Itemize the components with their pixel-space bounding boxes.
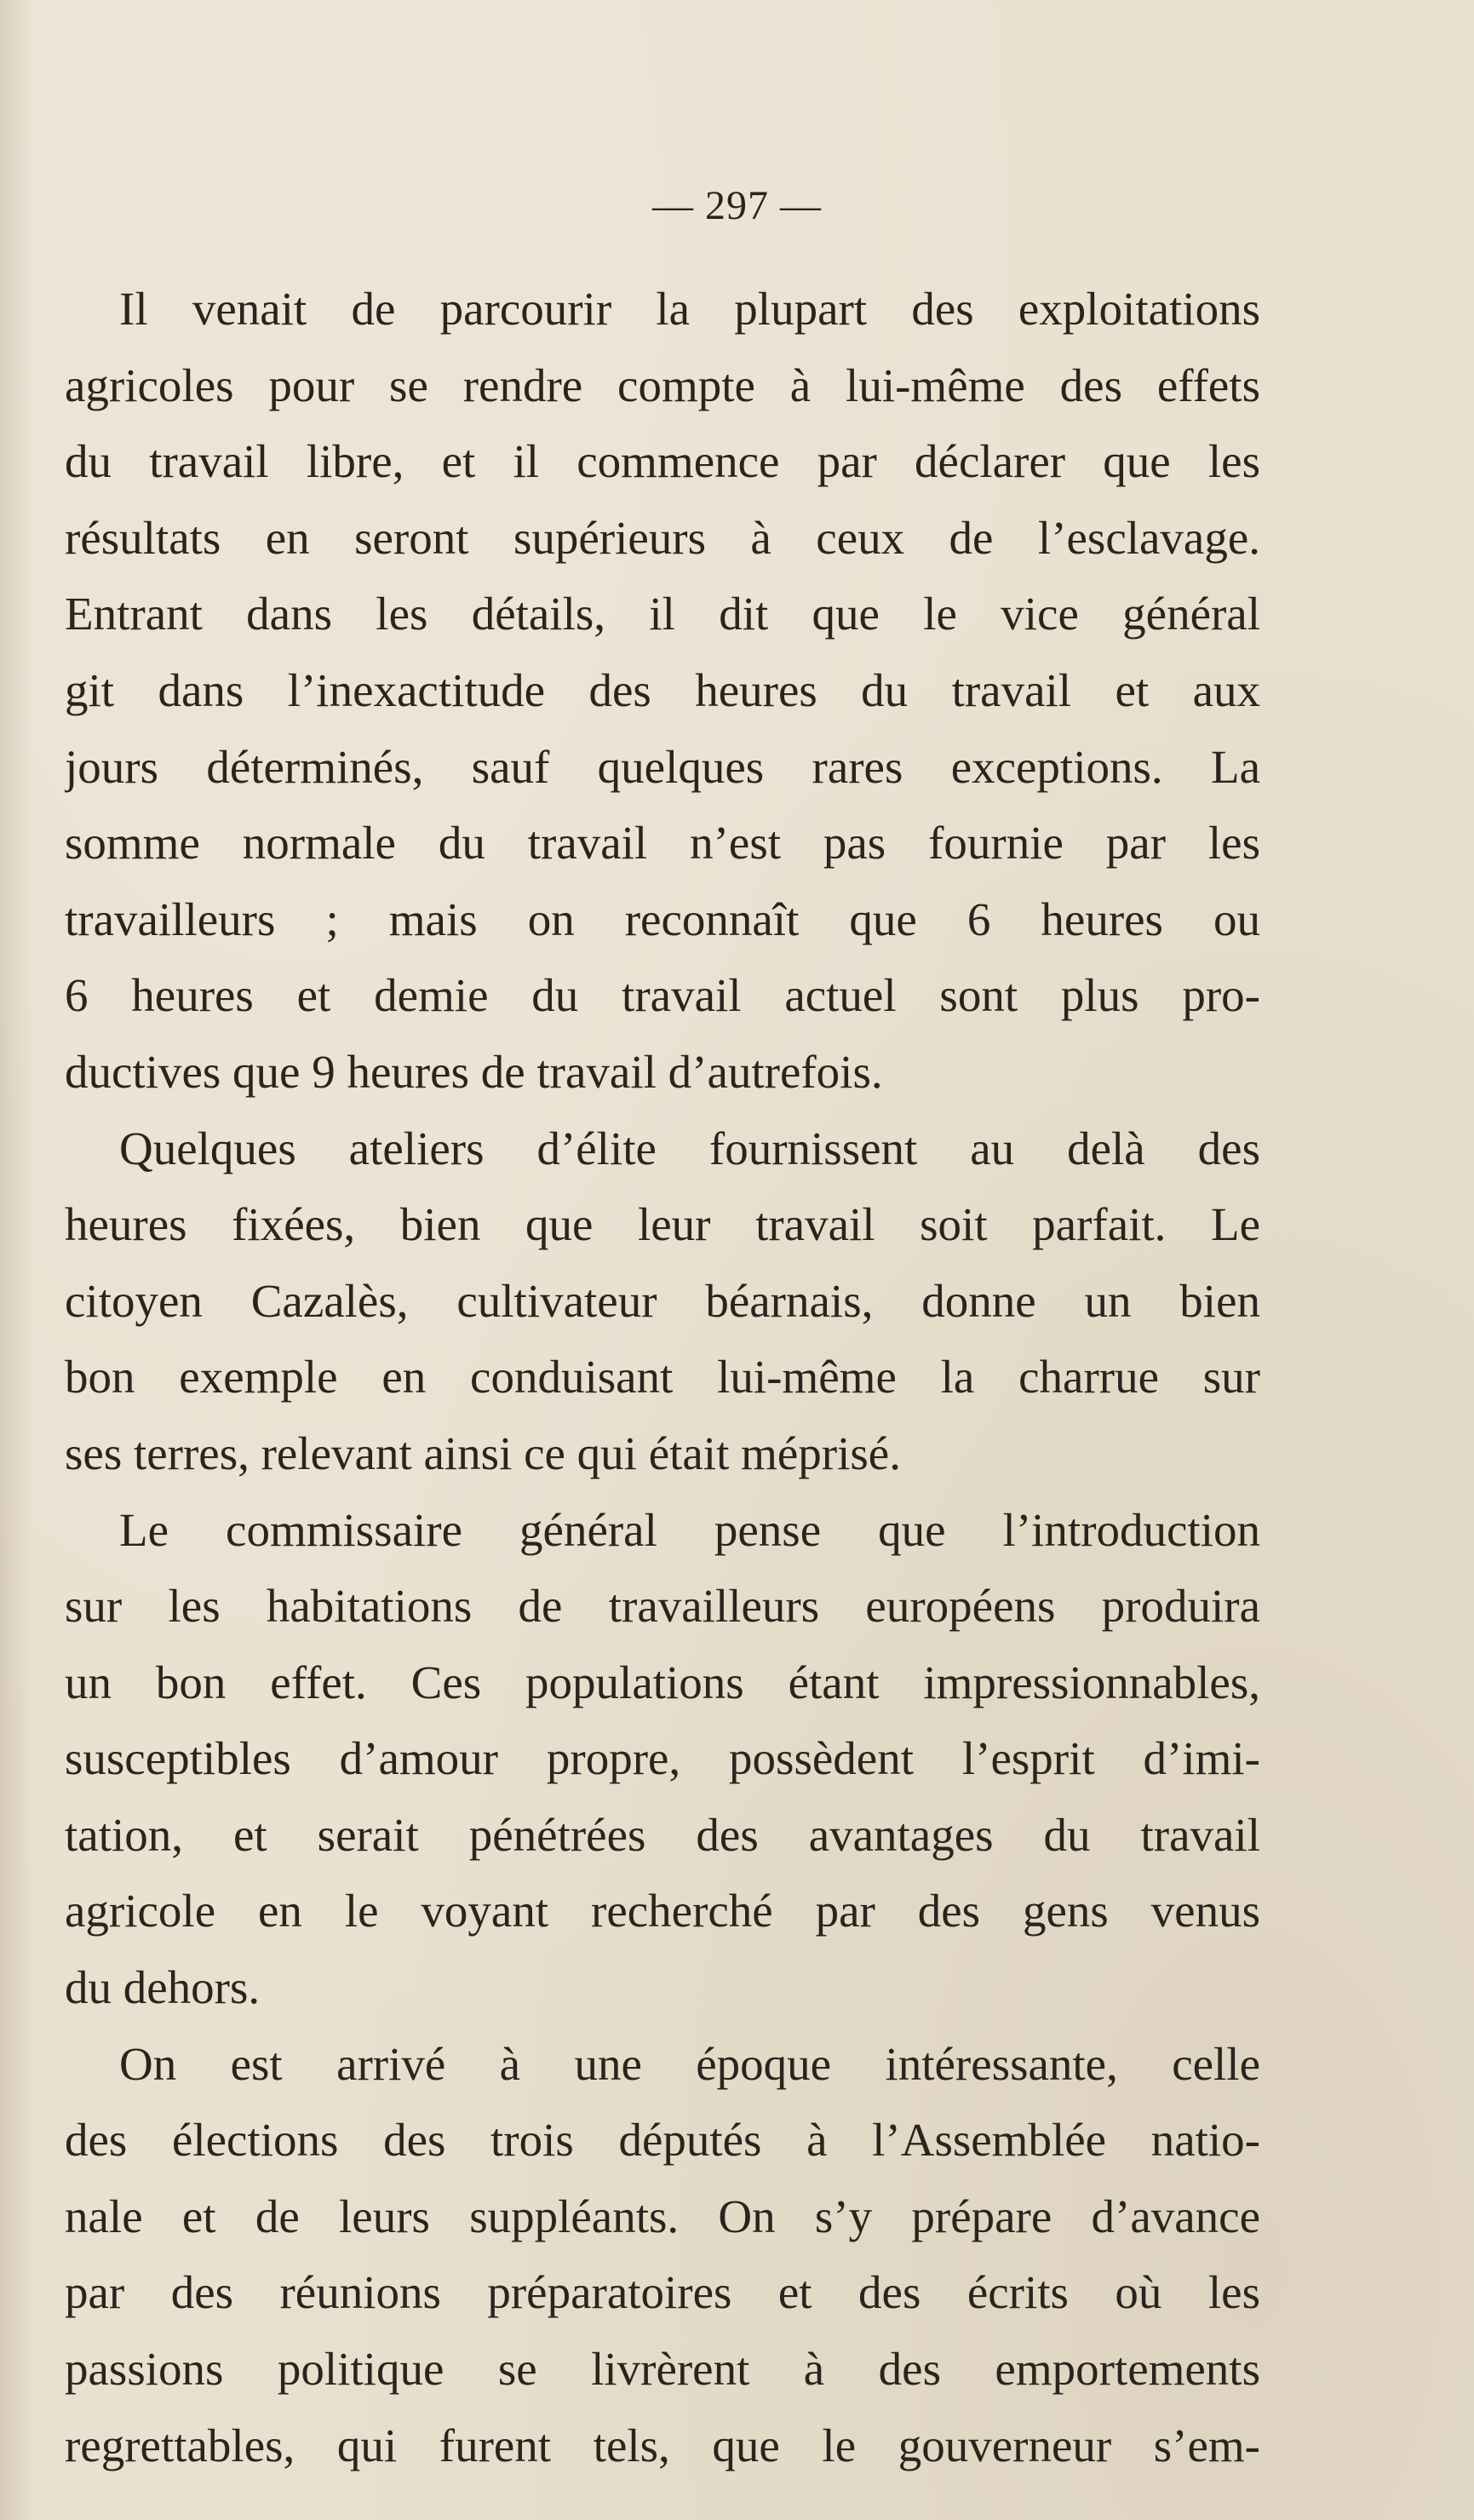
text-line: bon exemple en conduisant lui-même la charrue sur	[65, 1351, 1260, 1404]
text-line: citoyen Cazalès, cultivateur béarnais, donne un bien	[65, 1274, 1260, 1327]
text-line: du travail libre, et il commence par déclarer que les	[65, 435, 1260, 488]
text-line: 6 heures et demie du travail actuel sont plus pro-	[65, 969, 1260, 1022]
text-line: heures fixées, bien que leur travail soit parfait. Le	[65, 1198, 1260, 1251]
text-line: travailleurs ; mais on reconnaît que 6 heures ou	[65, 893, 1260, 945]
text-line: ductives que 9 heures de travail d’autrefois.	[65, 1045, 883, 1098]
text-line: tation, et serait pénétrées des avantages du travail	[65, 1808, 1260, 1861]
body-text	[65, 271, 1260, 2483]
text-line: agricole en le voyant recherché par des gens venus	[65, 1885, 1260, 1937]
text-line: passions politique se livrèrent à des emportements	[65, 2343, 1260, 2396]
text-line: agricoles pour se rendre compte à lui-même des effets	[65, 359, 1260, 411]
text-line: sur les habitations de travailleurs européens produira	[65, 1580, 1260, 1633]
text-line: susceptibles d’amour propre, possèdent l’esprit d’imi-	[65, 1732, 1260, 1785]
text-line: jours déterminés, sauf quelques rares exceptions. La	[65, 740, 1260, 793]
text-line: du dehors.	[65, 1961, 261, 2014]
text-line: regrettables, qui furent tels, que le gouverneur s’em-	[65, 2419, 1260, 2471]
text-line: git dans l’inexactitude des heures du travail et aux	[65, 663, 1260, 716]
text-line: des élections des trois députés à l’Assemblée natio-	[65, 2114, 1260, 2167]
text-line: par des réunions préparatoires et des écrits où les	[65, 2266, 1260, 2319]
text-line: On est arrivé à une époque intéressante, celle	[119, 2037, 1260, 2090]
text-line: somme normale du travail n’est pas fournie par les	[65, 817, 1260, 870]
text-line: un bon effet. Ces populations étant impressionnables,	[65, 1656, 1260, 1708]
text-line: Quelques ateliers d’élite fournissent au delà des	[119, 1122, 1260, 1174]
text-line: résultats en seront supérieurs à ceux de l’esclavage.	[65, 511, 1260, 564]
text-line: Le commissaire général pense que l’introduction	[119, 1503, 1260, 1556]
text-line: ses terres, relevant ainsi ce qui était méprisé.	[65, 1426, 901, 1479]
text-line: nale et de leurs suppléants. On s’y prépare d’avance	[65, 2190, 1260, 2242]
page-number: — 297 —	[652, 183, 822, 228]
text-line: Entrant dans les détails, il dit que le vice général	[65, 588, 1260, 640]
text-line: Il venait de parcourir la plupart des exploitations	[119, 283, 1260, 335]
